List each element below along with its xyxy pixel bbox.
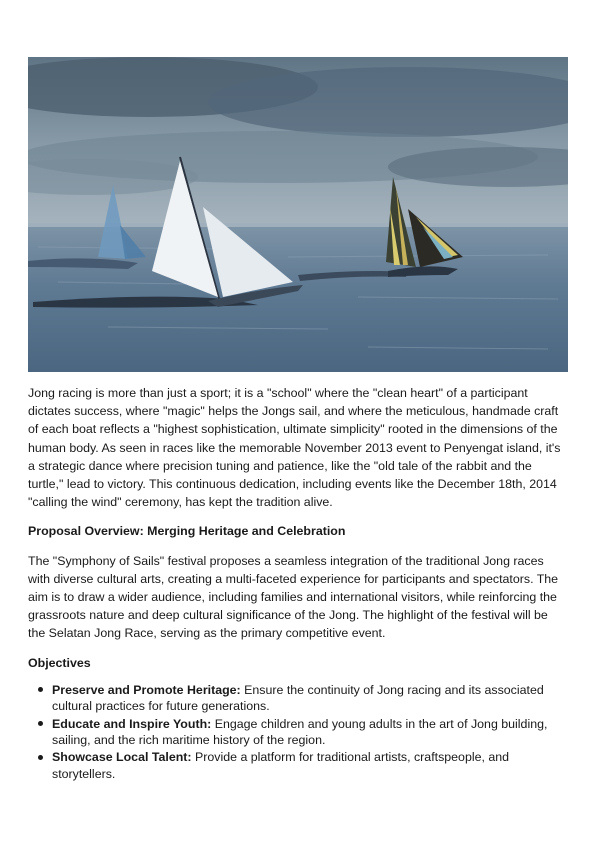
bullet-icon bbox=[38, 755, 43, 760]
objective-title: Preserve and Promote Heritage: bbox=[52, 682, 241, 697]
objectives-list bbox=[28, 682, 566, 783]
objective-text: Provide a platform for traditional artists, craftspeople, and storytellers. bbox=[52, 750, 510, 781]
overview-heading: Proposal Overview: Merging Heritage and Celebration bbox=[28, 524, 346, 539]
list-item bbox=[28, 749, 566, 782]
objective-title: Educate and Inspire Youth: bbox=[52, 716, 212, 731]
bullet-icon bbox=[38, 687, 43, 692]
document-body bbox=[28, 384, 566, 783]
objectives-heading: Objectives bbox=[28, 655, 91, 670]
objective-text: Engage children and young adults in the art of Jong building, sailing, and the rich maritime history of the region. bbox=[52, 716, 548, 748]
objective-title: Showcase Local Talent: bbox=[52, 750, 192, 765]
intro-paragraph: Jong racing is more than just a sport; it is a "school" where the "clean heart" of a participant dictates success, where "magic" helps the Jongs sail, and where the meticulous, handmade craft of each boat reflects a "highest sophistication, ultimate simplicity" rooted in the dimensions of the human body. As seen in races like the memorable November 2013 event to Penyengat island, it's a strategic dance where precision tuning and patience, like the "old tale of the rabbit and the turtle," lead to victory. This continuous dedication, including events like the December 18th, 2014 "calling the wind" ceremony, has kept the tradition alive. bbox=[28, 386, 561, 510]
list-item bbox=[28, 682, 566, 715]
objective-text: Ensure the continuity of Jong racing and its associated cultural practices for future generations. bbox=[52, 682, 544, 714]
jong-race-photo bbox=[28, 57, 568, 372]
overview-paragraph: The "Symphony of Sails" festival proposes a seamless integration of the traditional Jong races with diverse cultural arts, creating a multi-faceted experience for participants and spectators. The aim is to draw a wider audience, including families and international visitors, while reinforcing the grassroots nature and deep cultural significance of the Jong. The highlight of the festival will be the Selatan Jong Race, serving as the primary competitive event. bbox=[28, 553, 559, 641]
list-item bbox=[28, 716, 566, 749]
bullet-icon bbox=[38, 721, 43, 726]
